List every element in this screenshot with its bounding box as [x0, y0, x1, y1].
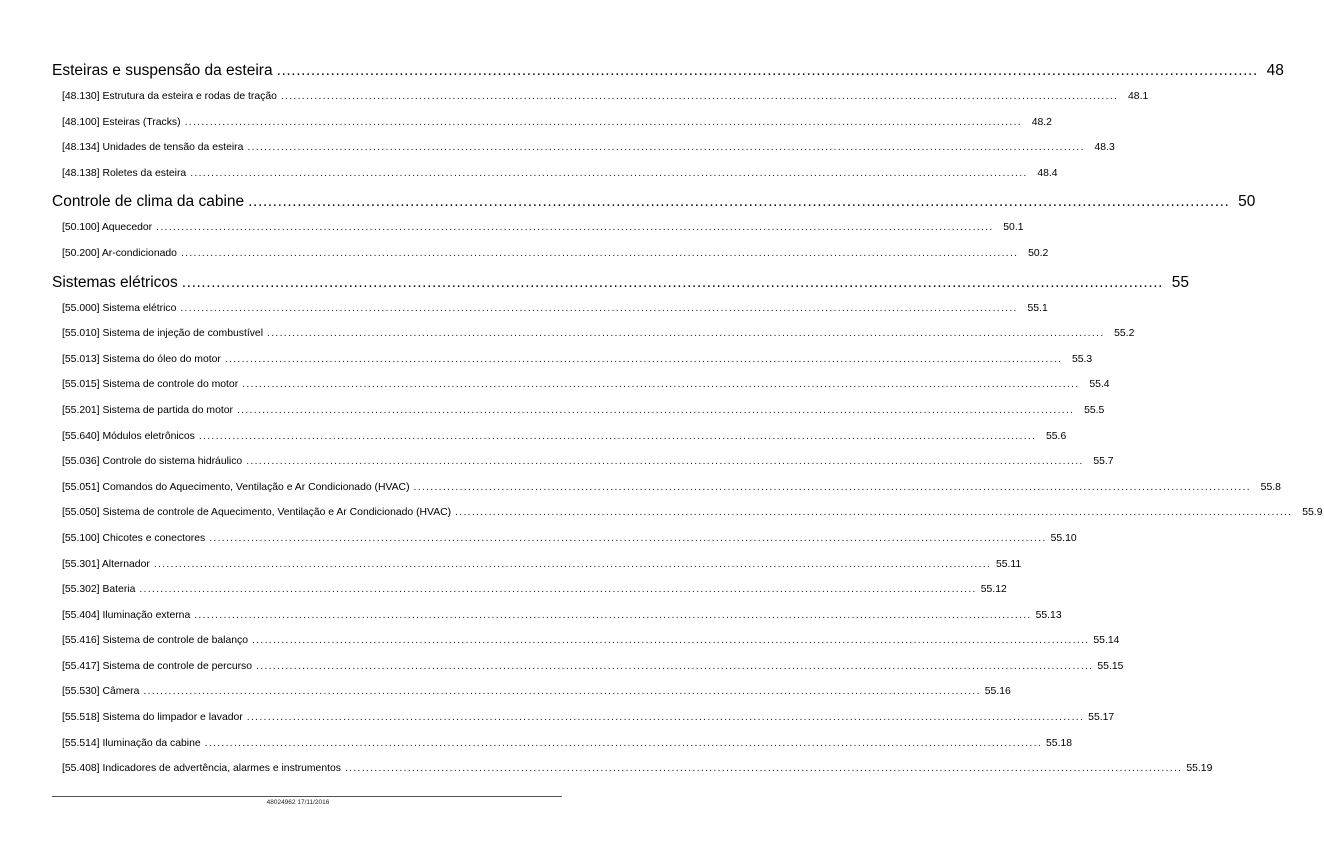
dot-leader: ........................................................................................................................................................................................................ [455, 507, 1293, 519]
toc-entry-page: 48.1 [1128, 91, 1149, 102]
toc-entry-page: 55.17 [1088, 712, 1115, 724]
dot-leader: ........................................................................................................................................................................................................ [248, 193, 1230, 211]
toc-entry-title: [55.050] Sistema de controle de Aquecimento, Ventilação e Ar Condicionado (HVAC) [62, 507, 452, 519]
toc-entry[interactable] [52, 686, 1011, 712]
toc-entry-page: 55.13 [1035, 609, 1062, 621]
toc-entry[interactable] [52, 712, 1115, 738]
toc-entry-page: 48.3 [1094, 142, 1115, 154]
dot-leader: ........................................................................................................................................................................................................ [280, 91, 1119, 102]
toc-entry-title: [55.051] Comandos do Aquecimento, Ventilação e Ar Condicionado (HVAC) [62, 481, 410, 493]
dot-leader: ........................................................................................................................................................................................................ [256, 660, 1094, 672]
dot-leader: ........................................................................................................................................................................................................ [180, 302, 1018, 314]
toc-section[interactable] [52, 273, 1190, 303]
dot-leader: ........................................................................................................................................................................................................ [139, 584, 977, 596]
toc-entry[interactable] [52, 328, 1135, 354]
dot-leader: ........................................................................................................................................................................................................ [344, 763, 1183, 775]
toc-entry-title: [48.134] Unidades de tensão da esteira [62, 142, 244, 154]
toc-entry[interactable] [52, 507, 1323, 533]
dot-leader: ........................................................................................................................................................................................................ [143, 686, 981, 698]
dot-leader: ........................................................................................................................................................................................................ [181, 273, 1164, 291]
toc-entry[interactable] [52, 737, 1073, 764]
toc-entry[interactable] [52, 532, 1077, 559]
toc-section-title: Esteiras e suspensão da esteira [52, 62, 273, 79]
dot-leader: ........................................................................................................................................................................................................ [236, 404, 1075, 416]
dot-leader: ........................................................................................................................................................................................................ [242, 379, 1080, 391]
toc-entry-title: [55.530] Câmera [62, 686, 140, 698]
toc-entry-title: [55.301] Alternador [62, 558, 150, 570]
dot-leader: ........................................................................................................................................................................................................ [184, 116, 1022, 128]
dot-leader: ........................................................................................................................................................................................................ [276, 62, 1258, 79]
toc-entry-title: [55.100] Chicotes e conectores [62, 532, 206, 544]
toc-entry-title: [55.036] Controle do sistema hidráulico [62, 456, 243, 468]
toc-entry-page: 55.4 [1089, 379, 1110, 391]
toc-entry-title: [55.302] Bateria [62, 584, 136, 596]
toc-section-title: Controle de clima da cabine [52, 193, 245, 211]
toc-entry[interactable] [52, 609, 1062, 636]
dot-leader: ........................................................................................................................................................................................................ [180, 247, 1019, 259]
toc-entry[interactable] [52, 456, 1114, 482]
toc-entry[interactable] [52, 302, 1048, 329]
toc-entry[interactable] [52, 763, 1213, 789]
toc-entry-title: [55.518] Sistema do limpador e lavador [62, 712, 243, 724]
toc-entry-title: [55.514] Iluminação da cabine [62, 737, 201, 749]
dot-leader: ........................................................................................................................................................................................................ [224, 353, 1063, 365]
toc-entry-title: [48.138] Roletes da esteira [62, 167, 187, 179]
dot-leader: ........................................................................................................................................................................................................ [246, 712, 1085, 724]
toc-entry-title: [55.015] Sistema de controle do motor [62, 379, 239, 391]
toc-entry-page: 55.10 [1050, 532, 1077, 544]
toc-entry-title: [55.013] Sistema do óleo do motor [62, 353, 221, 365]
dot-leader: ........................................................................................................................................................................................................ [153, 558, 992, 570]
dot-leader: ........................................................................................................................................................................................................ [156, 222, 994, 234]
toc-entry-page: 55.3 [1071, 353, 1093, 365]
toc-entry-page: 55.15 [1097, 660, 1124, 672]
toc-entry[interactable] [52, 558, 1022, 585]
dot-leader: ........................................................................................................................................................................................................ [252, 635, 1090, 647]
dot-leader: ........................................................................................................................................................................................................ [190, 167, 1028, 179]
toc-entry-title: [55.201] Sistema de partida do motor [62, 404, 233, 416]
toc-entry[interactable] [52, 379, 1110, 405]
toc-entry[interactable] [52, 635, 1120, 661]
toc-entry[interactable] [52, 247, 1049, 274]
dot-leader: ........................................................................................................................................................................................................ [204, 737, 1043, 749]
toc-entry-page: 55.6 [1046, 430, 1067, 442]
toc-entry[interactable] [52, 116, 1052, 143]
toc-entry[interactable] [52, 481, 1281, 508]
toc-entry[interactable] [52, 353, 1093, 380]
toc-entry-title: [55.417] Sistema de controle de percurso [62, 660, 253, 672]
toc-entry-title: [50.100] Aquecedor [62, 222, 153, 234]
footer-divider [52, 796, 562, 797]
toc-entry-title: [55.416] Sistema de controle de balanço [62, 635, 249, 647]
toc-entry-page: 55.19 [1186, 763, 1213, 775]
toc-entry-title: [55.640] Módulos eletrônicos [62, 430, 195, 442]
toc-entry-title: [48.100] Esteiras (Tracks) [62, 116, 181, 128]
toc-entry-title: [55.000] Sistema elétrico [62, 302, 177, 314]
toc-entry-page: 48.2 [1031, 116, 1052, 128]
toc-section[interactable] [52, 193, 1256, 222]
toc-entry-title: [55.010] Sistema de injeção de combustível [62, 328, 264, 340]
toc-entry-page: 55.7 [1093, 456, 1114, 468]
dot-leader: ........................................................................................................................................................................................................ [198, 430, 1037, 442]
toc-entry[interactable] [52, 142, 1115, 168]
toc-entry-page: 48.4 [1037, 167, 1058, 179]
toc-entry-page: 55.8 [1260, 481, 1281, 493]
toc-section-page: 55 [1171, 273, 1190, 291]
dot-leader: ........................................................................................................................................................................................................ [246, 456, 1084, 468]
toc-entry[interactable] [52, 167, 1058, 194]
toc-entry-page: 55.14 [1093, 635, 1120, 647]
toc-entry-page: 50.1 [1003, 222, 1024, 234]
toc-section-page: 48 [1266, 62, 1284, 79]
footer-document-id: 48024962 17/11/2016 [266, 799, 330, 806]
toc-section[interactable] [52, 62, 1284, 91]
dot-leader: ........................................................................................................................................................................................................ [209, 532, 1047, 544]
toc-entry-title: [55.408] Indicadores de advertência, alarmes e instrumentos [62, 763, 341, 775]
toc-section-title: Sistemas elétricos [52, 273, 178, 291]
dot-leader: ........................................................................................................................................................................................................ [247, 142, 1085, 154]
dot-leader: ........................................................................................................................................................................................................ [413, 481, 1251, 493]
table-of-contents [52, 62, 1323, 789]
toc-entry-page: 55.2 [1114, 328, 1135, 340]
toc-entry-page: 55.16 [984, 686, 1011, 698]
toc-entry-title: [48.130] Estrutura da esteira e rodas de tração [62, 91, 277, 102]
toc-entry[interactable] [52, 404, 1105, 431]
toc-entry-page: 55.18 [1046, 737, 1073, 749]
toc-entry[interactable] [52, 584, 1007, 610]
toc-entry-page: 55.11 [995, 558, 1022, 570]
toc-entry-page: 50.2 [1028, 247, 1049, 259]
toc-section-page: 50 [1238, 193, 1256, 211]
toc-entry[interactable] [52, 430, 1067, 457]
dot-leader: ........................................................................................................................................................................................................ [194, 609, 1032, 621]
toc-entry[interactable] [52, 222, 1024, 248]
toc-entry[interactable] [52, 660, 1124, 687]
toc-entry-page: 55.1 [1027, 302, 1048, 314]
toc-entry-page: 55.9 [1302, 507, 1323, 519]
toc-entry-title: [50.200] Ar-condicionado [62, 247, 177, 259]
toc-entry-page: 55.12 [980, 584, 1007, 596]
toc-entry-title: [55.404] Iluminação externa [62, 609, 191, 621]
toc-entry[interactable] [52, 91, 1149, 117]
toc-entry-page: 55.5 [1084, 404, 1105, 416]
dot-leader: ........................................................................................................................................................................................................ [267, 328, 1105, 340]
